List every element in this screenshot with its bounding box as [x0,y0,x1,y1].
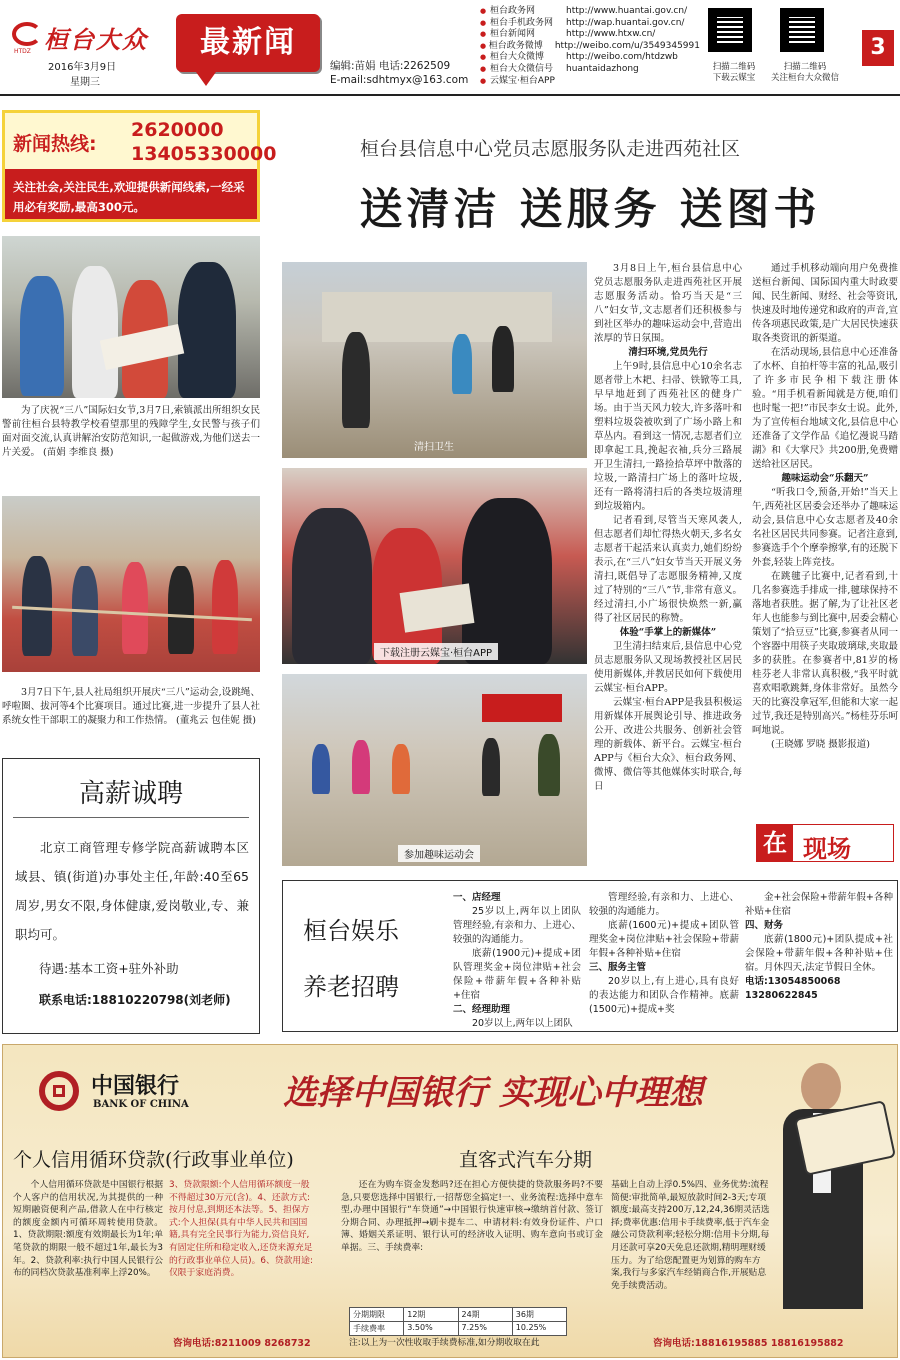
masthead [0,0,900,96]
bank-ad [2,1044,898,1358]
media-link-name: 桓台新闻网 [490,29,536,40]
paragraph: 在跳毽子比赛中,记者看到,十几名参赛选手排成一排,毽球保持不落地者获胜。据了解,为了让社区老年人也能参与到比赛中,居委会精心策划了“拾豆豆”比赛,参赛者从同一个容器中用筷子夹取玻璃球,夹取最多的获胜。在参赛者中,81岁的杨桂芬老人非常认真积极,“我平时就喜欢唱歌跳舞,身体非常好。虽然今天的比赛没拿冠军,但能和大家一起过节,我还是特别高兴。”杨桂芬乐呵呵地说。 [752,571,898,736]
article-kicker: 桓台县信息中心党员志愿服务队走进西苑社区 [360,138,741,160]
fee-cell: 手续费率 [353,1324,385,1333]
qr-code-wechat[interactable] [780,8,824,52]
recruit-ad-2 [282,880,898,1032]
car-title: 直客式汽车分期 [459,1149,593,1171]
paragraph: 云媒宝·桓台APP是我县积极运用新媒体开展舆论引导、推进政务公开、改进公共服务、创新社会管理的新载体、新平台。云媒宝·桓台APP与《桓台大众》、桓台政务网、微博、微信等其他媒体实时联合,每日 [594,697,742,792]
section-tail [196,72,216,86]
qr-code-app[interactable] [708,8,752,52]
recruit-2-col-3 [745,891,893,1003]
section-title: 最新闻 [200,25,296,60]
issue-weekday: 星期三 [70,77,100,88]
photo-app-download [282,468,587,664]
media-link-name: 桓台政务网 [490,6,536,16]
photo-app-caption: 下载注册云媒宝·桓台APP [374,643,498,660]
boc-name-cn: 中国银行 [91,1073,180,1099]
bullet-icon: ● [480,64,487,73]
paragraph: 通过手机移动端向用户免费推送桓台新闻、国际国内重大时政要闻、民生新闻、财经、社会等资讯,快速及时地传递党和政府的声音,宣传各项惠民政策,是广大居民快速获取各类资讯的新渠道。 [752,263,898,344]
on-site-tag-a: 在 [757,825,793,861]
media-link-0[interactable] [480,6,700,18]
media-link-url: huantaidazhong [566,63,639,74]
media-link-url: http://wap.huantai.gov.cn/ [566,17,685,28]
fee-note: 注:以上为一次性收取手续费标准,如分期收取在此 [349,1338,540,1348]
car-col-1: 还在为购车资金发愁吗?还在担心方便快捷的贷款服务吗?不要急,只要您选择中国银行,一招帮您全搞定!一、业务流程:选择中意车型,办理中国银行“车贷通”→中国银行快速审核→缴纳首付款、签订分期合同、办理抵押→刷卡提车二、申请材料:有效身份证件、户口簿、婚姻关系证明、银行认可的经济收入证明、购车意向书或订金单据。三、手续费率: [341,1180,603,1253]
article-column-2 [752,262,898,752]
fee-cell: 分期期限 [353,1310,385,1319]
paragraph: 卫生清扫结束后,县信息中心党员志愿服务队又现场教授社区居民使用新媒体,并教居民如何下载使用云媒宝·桓台APP。 [594,641,742,694]
loan-title: 个人信用循环贷款(行政事业单位) [13,1149,294,1171]
subhead: 四、财务 [745,920,784,931]
photo-sports-meet [2,496,260,672]
logo-text: 桓台大众 [44,25,148,54]
editor-email: E-mail:sdhtmyx@163.com [330,74,469,86]
paragraph: 底薪(1900元)+提成+团队管理奖金+岗位津贴+社会保险+带薪年假+各种补贴+住宿 [453,948,581,1001]
recruit-1-title: 高薪诚聘 [78,779,183,809]
photo-fun-games [282,674,587,866]
paragraph: 20岁以上,两年以上团队 [472,1018,573,1029]
fee-cell: 3.50% [403,1322,457,1335]
logo-sub: HTDZ [14,48,31,55]
hotline-number-1: 2620000 [131,119,224,141]
subhead: 13280622845 [745,990,818,1001]
ad-slogan: 选择中国银行 实现心中理想 [283,1073,703,1113]
paragraph: 20岁以上,有上进心,具有良好的表达能力和团队合作精神。底薪(1500元)+提成+奖 [589,976,739,1015]
hotline-slogan: 关注社会,关注民生,欢迎提供新闻线索,一经采用必有奖励,最高300元。 [13,180,245,214]
section-banner [176,14,320,72]
recruit-1-phone: 联系电话:18810220798(刘老师) [39,993,231,1007]
bullet-icon: ● [480,30,487,39]
logo-icon [12,22,42,46]
media-link-name: 桓台政务微博 [488,40,543,51]
recruit-ad-1 [2,758,260,1034]
recruit-2-title-1: 桓台娱乐 [303,917,399,945]
recruit-2-title-2: 养老招聘 [303,973,399,1001]
recruit-1-pay: 待遇:基本工资+驻外补助 [39,961,179,976]
paragraph: 3月8日上午,桓台县信息中心党员志愿服务队走进西苑社区开展志愿服务活动。恰巧当天是“三八”妇女节,文志愿者们还积极参与到社区举办的趣味运动会中,营造出浓厚的节日氛围。 [594,263,742,344]
car-contact: 咨询电话:18816195885 18816195882 [653,1338,844,1349]
subhead: 三、服务主管 [589,962,647,973]
recruit-2-col-1 [453,891,581,1031]
media-link-name: 桓台手机政务网 [490,17,554,28]
paragraph: 管理经验,有亲和力、上进心、较强的沟通能力。 [589,892,739,917]
bullet-icon: ● [480,53,487,62]
on-site-tag [756,824,894,862]
paragraph: 25岁以上,两年以上团队管理经验,有亲和力、上进心、较强的沟通能力。 [453,906,581,945]
subhead: 一、店经理 [453,892,501,903]
paragraph: 底薪(1600元)+提成+团队管理奖金+岗位津贴+社会保险+带薪年假+各种补贴+住宿 [589,920,739,959]
photo-games-caption: 参加趣味运动会 [398,845,480,862]
media-link-url: http://weibo.com/htdzwb [566,52,678,63]
hotline-label: 新闻热线: [13,133,97,155]
fee-cell: 36期 [512,1308,566,1321]
media-link-name: 桓台大众微信号 [490,63,554,74]
bullet-icon: ● [480,76,487,85]
photo-police-caption: 为了庆祝“三八”国际妇女节,3月7日,索镇派出所组织女民警前往桓台县特教学校看望那里的残障学生,女民警与孩子们面对面交流,认真讲解治安防范知识,一起做游戏,为他们送去一片关爱。 (苗娟 李维良 摄) [2,405,260,458]
media-link-url: http://weibo.com/u/3549345991 [554,40,700,51]
media-link-url: http://www.htxw.cn/ [566,29,656,40]
paragraph: (王晓娜 罗晓 摄影报道) [771,739,870,750]
media-link-3[interactable] [480,41,700,53]
car-col-2: 基础上自动上浮0.5%四、业务优势:流程简便:审批简单,最短放款时间2-3天;专项额度:最高支持200万,12,24,36期灵活选择;费率优惠:信用卡手续费率,低于汽车金融公司贷款利率;轻松分期:信用卡分期,每月还款可享20天免息还款期,精明理财缓压力。为了给您配置更为划算的购车方案,我行与多家汽车经销商合作,开展贴息免手续费活动。 [611,1180,770,1291]
fee-table [349,1307,567,1336]
paragraph: 上午9时,县信息中心10余名志愿者带上木耙、扫帚、铁锨等工具,早早地赶到了西苑社区的健身广场。由于当天风力较大,许多落叶和塑料垃圾袋被吹到了广场小路上和草丛内。看到这一情况,志愿者们立即拿起工具,挽起衣袖,兵分三路展开卫生清扫,一路捡拾草坪中散落的垃圾,一路清扫广场上的落叶垃圾,还有一路将清扫后的各类垃圾清理到垃圾箱内。 [594,361,742,512]
media-link-name: 云媒宝·桓台APP [490,75,555,86]
qr-app-caption: 扫描二维码 下载云媒宝 [712,62,756,83]
article-headline: 送清洁 送服务 送图书 [359,185,821,235]
media-link-1[interactable] [480,18,700,30]
subhead: 二、经理助理 [453,1004,511,1015]
boc-name-en: BANK OF CHINA [93,1099,189,1110]
boc-logo-icon [39,1071,79,1111]
subhead: 电话:13054850068 [745,976,841,987]
paragraph: 金+社会保险+带薪年假+各种补贴+住宿 [745,892,893,917]
subhead: 清扫环境,党员先行 [628,347,708,358]
photo-sweeping [282,262,587,458]
editor-info: 编辑:苗娟 电话:2262509 [330,60,451,72]
media-link-6[interactable] [480,76,700,88]
photo-sports-caption: 3月7日下午,县人社局组织开展庆“三八”运动会,设跳绳、呼啦圈、拔河等4个比赛项目。通过比赛,进一步提升了县人社系统女性干部职工的凝聚力和工作热情。 (董兆云 包佳妮 摄) [2,687,260,726]
news-hotline [2,110,277,222]
fee-cell: 7.25% [458,1322,512,1335]
issue-date: 2016年3月9日 [48,62,117,73]
article-column-1 [594,262,742,794]
loan-col-2: 3、贷款限额:个人信用循环额度一般不得超过30万元(含)。4、还款方式:按月付息,到期还本法等。5、担保方式:个人担保(具有中华人民共和国国籍,具有完全民事行为能力,资信良好,有固定住所和稳定收入,还贷来源充足的行政事业单位人员)。6、贷款用途:仅限于家庭消费。 [169,1180,313,1279]
media-link-5[interactable] [480,64,700,76]
fee-cell: 24期 [458,1308,512,1321]
qr-wechat-caption: 扫描二维码 关注桓台大众微信 [770,62,839,83]
subhead: 体验“手掌上的新媒体” [619,627,717,638]
paragraph: “听我口令,预备,开始!”当天上午,西苑社区居委会还举办了趣味运动会,县信息中心女志愿者及40余名社区居民共同参赛。记者注意到,参赛选手个个摩拳擦掌,有的还脱下外套,轻装上阵竞技。 [752,487,898,568]
bullet-icon: ● [480,41,487,50]
loan-contact: 咨询电话:8211009 8268732 [173,1338,311,1349]
photo-sweeping-caption: 清扫卫生 [414,442,454,453]
page-number: 3 [862,30,894,66]
media-links [480,6,700,87]
paragraph: 底薪(1800元)+团队提成+社会保险+带薪年假+各种补贴+住宿。月休四天,法定节假日全休。 [745,934,893,973]
fee-cell: 12期 [403,1308,457,1321]
hotline-number-2: 13405330000 [131,143,277,165]
media-link-name: 桓台大众微博 [490,52,545,63]
recruit-2-col-2 [589,891,739,1017]
media-link-2[interactable] [480,29,700,41]
subhead: 趣味运动会“乐翻天” [781,473,869,484]
fee-cell: 10.25% [512,1322,566,1335]
loan-col-1: 个人信用循环贷款是中国银行根据个人客户的信用状况,为其提供的一种短期融资便利产品,借款人在中行核定的额度金额内可循环周转使用贷款。1、贷款期限:额度有效期最长为1年;单笔贷款的期限一般不超过1年,最长为3年。2、贷款利率:执行中国人民银行公布的同档次贷款基准利率上浮20%。 [13,1180,163,1279]
photo-police-visit [2,236,260,398]
paragraph: 记者看到,尽管当天寒风袭人,但志愿者们却忙得热火朝天,多名女志愿者干起活来认真卖力,她们纷纷表示,在“三八”妇女节当天开展义务清扫,既倡导了志愿服务精神,又度过了特别的“三八”节,非常有意义。经过清扫,小广场很快焕然一新,赢得了社区居民的称赞。 [594,515,742,624]
bullet-icon: ● [480,7,487,15]
media-link-url: http://www.huantai.gov.cn/ [566,6,688,16]
recruit-1-body: 北京工商管理专修学院高薪诚聘本区域县、镇(街道)办事处主任,年龄:40至65周岁,男女不限,身体健康,爱岗敬业,专、兼职均可。 [15,840,249,942]
bullet-icon: ● [480,18,487,27]
paragraph: 在活动现场,县信息中心还准备了水杯、自拍杆等丰富的礼品,吸引了许多市民争相下载注册体验。“用手机看新闻就是方便,咱们也时髦一把!”市民李女士说。此外,为了宣传桓台地域文化,县信息中心还准备了文学作品《追忆漫说马踏湖》和《大掌尺》共200册,免费赠送给社区居民。 [752,347,898,470]
media-link-4[interactable] [480,52,700,64]
on-site-tag-b: 现场 [803,835,851,863]
